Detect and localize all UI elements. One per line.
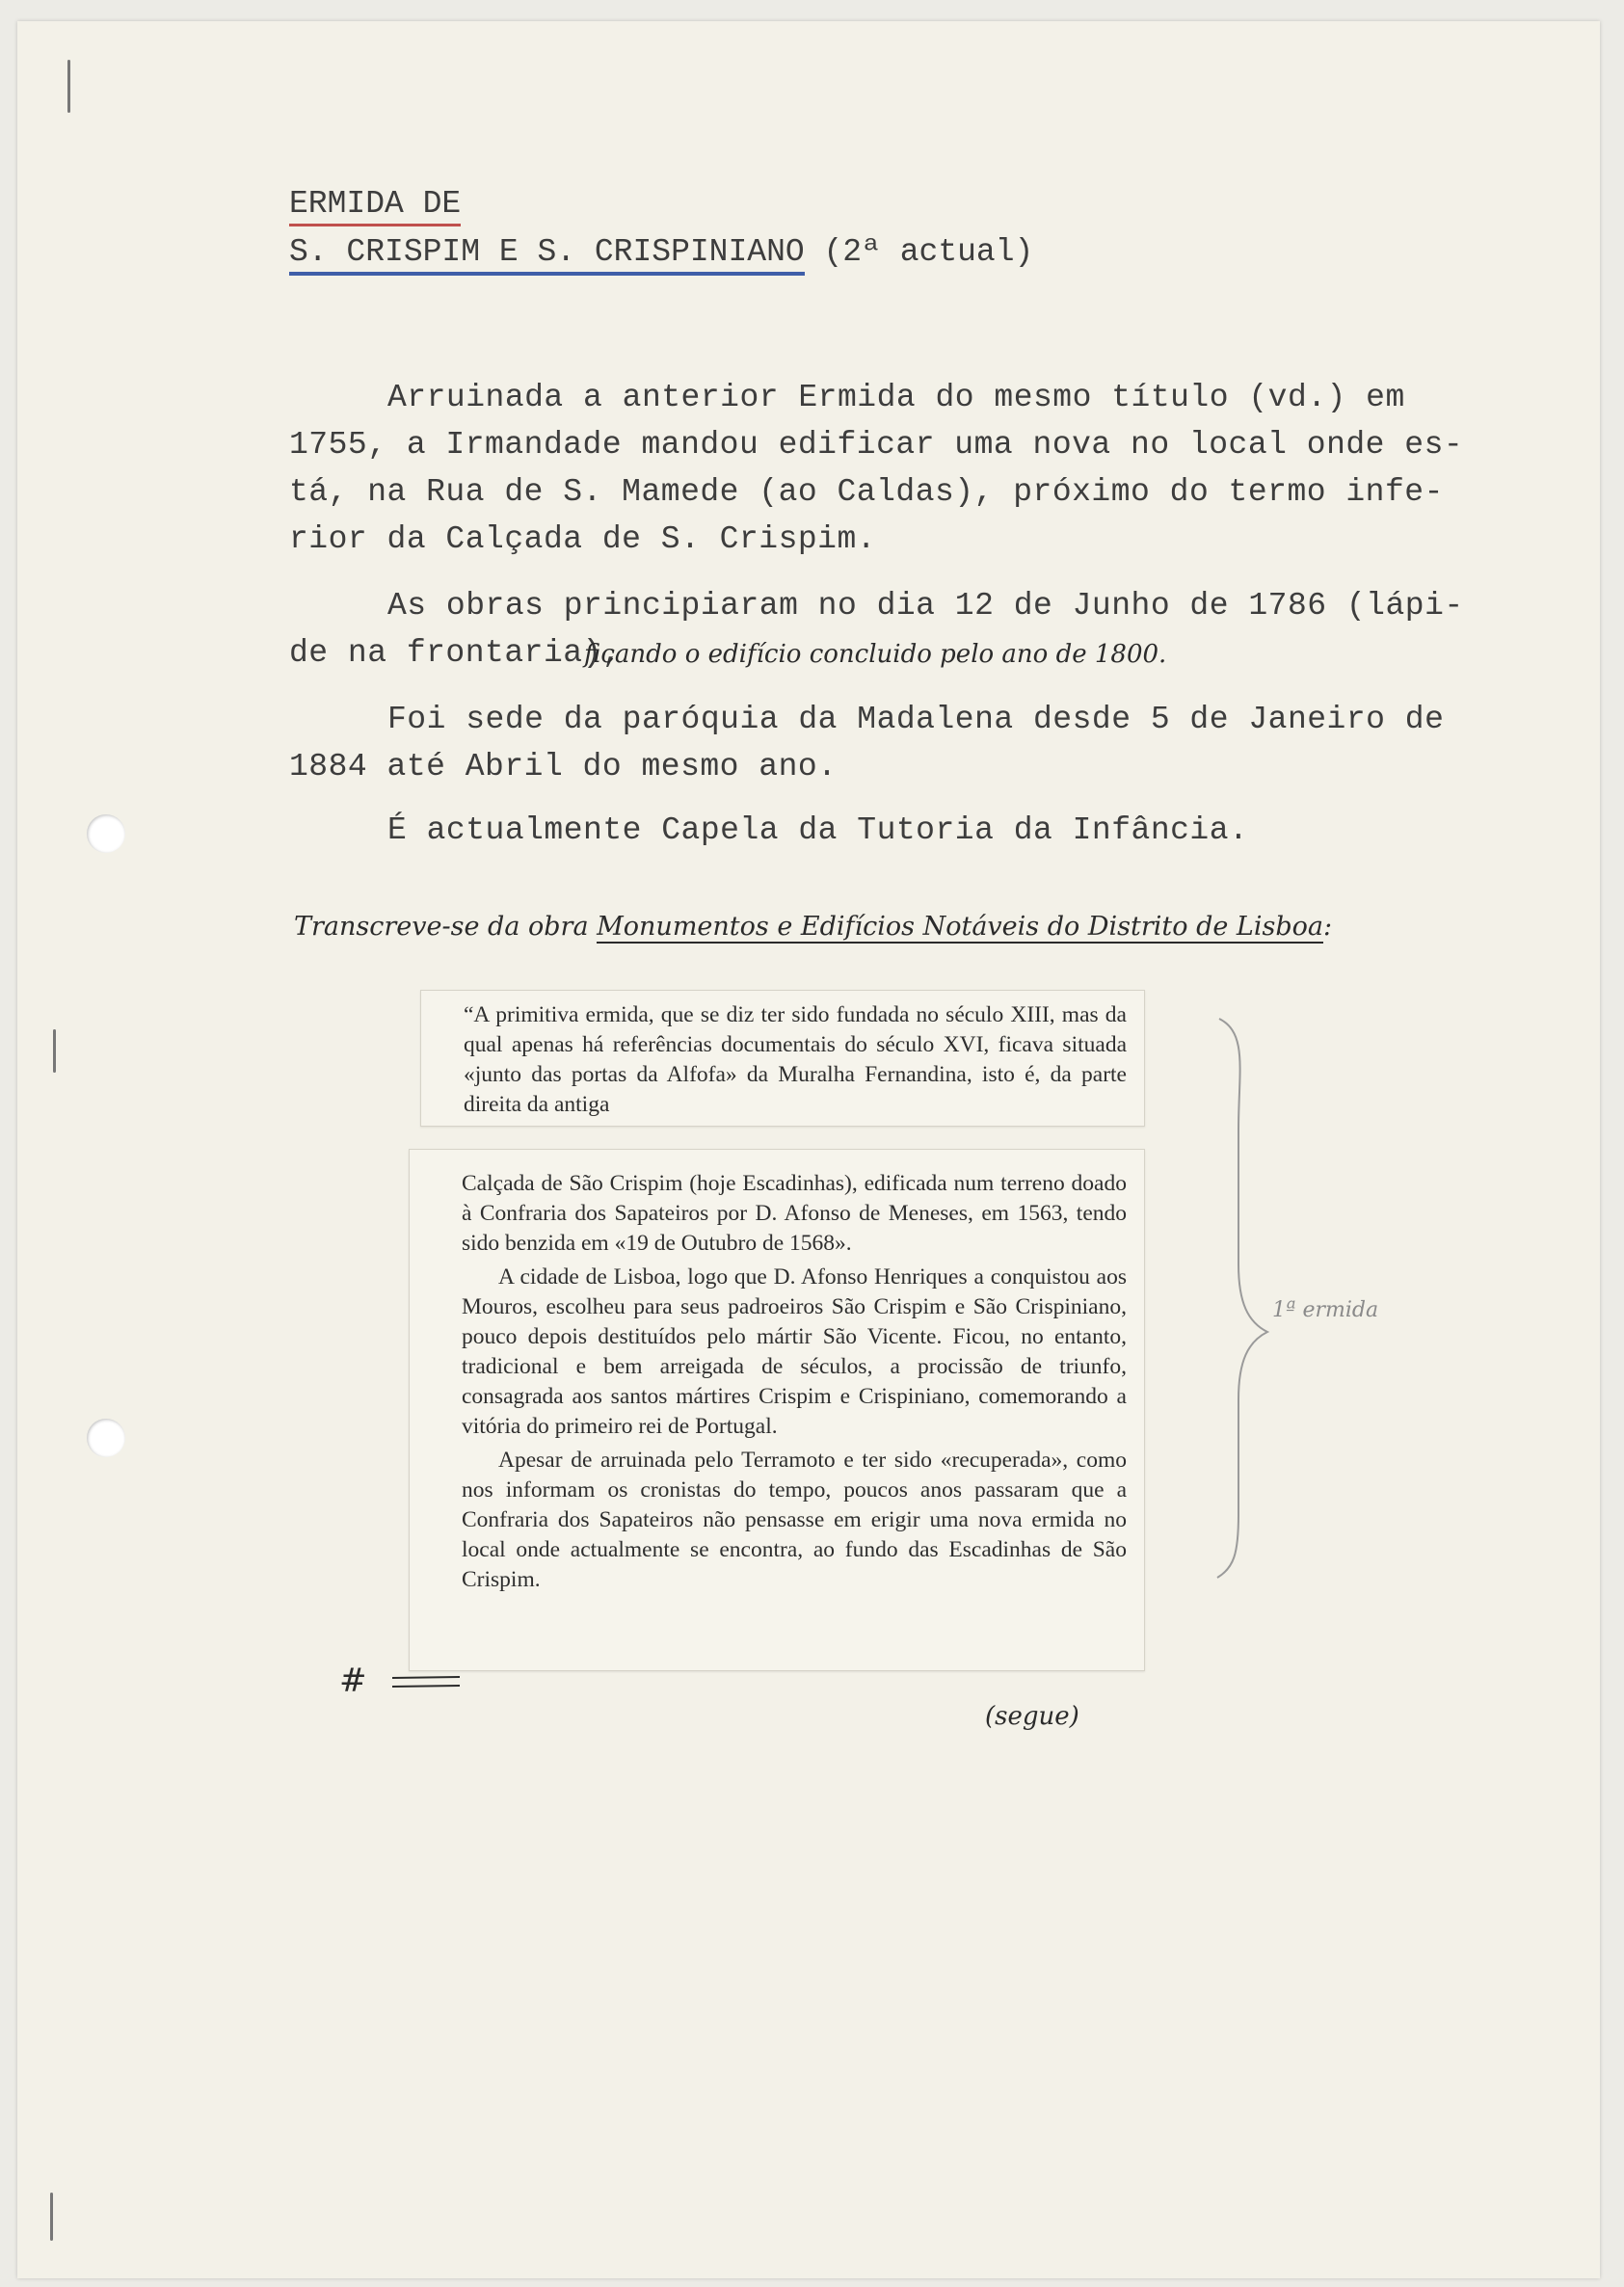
end-mark bbox=[339, 1662, 367, 1700]
title-line-1 bbox=[289, 186, 461, 222]
para1-line1: Arruinada a anterior Ermida do mesmo título (vd.) em bbox=[387, 380, 1405, 415]
para4-line: É actualmente Capela da Tutoria da Infância. bbox=[387, 812, 1249, 848]
para1-line3: tá, na Rua de S. Mamede (ao Caldas), próximo do termo infe- bbox=[289, 474, 1444, 510]
para1-line4: rior da Calçada de S. Crispim. bbox=[289, 521, 877, 557]
punch-hole-bottom bbox=[87, 1419, 125, 1457]
end-double-line bbox=[390, 1673, 462, 1692]
punch-hole-top bbox=[87, 814, 125, 853]
margin-tick bbox=[53, 1029, 56, 1073]
transcribe-prefix: Transcreve-se da obra bbox=[294, 912, 589, 942]
clipping-2-paragraph-1: Calçada de São Crispim (hoje Escadinhas), edificada num terreno doado à Confraria dos Sapateiros por D. Afonso de Meneses, em 1563, tendo sido benzida em «19 de Outubro de 1568». bbox=[462, 1171, 1127, 1256]
margin-tick bbox=[50, 2193, 53, 2241]
para3-line1: Foi sede da paróquia da Madalena desde 5 de Janeiro de bbox=[387, 702, 1445, 737]
para1-line2: 1755, a Irmandade mandou edificar uma nova no local onde es- bbox=[289, 427, 1464, 463]
clipping-1-text: “A primitiva ermida, que se diz ter sido fundada no século XIII, mas da qual apenas há referências documentais do século XVI, ficava situada «junto das portas da Alfofa» da Muralha Fernandina, isto é, da parte direita da antiga bbox=[464, 1002, 1127, 1117]
clipping-2-paragraph-2: A cidade de Lisboa, logo que D. Afonso Henriques a conquistou aos Mouros, escolheu para seus padroeiros São Crispim e São Crispiniano, pouco depois destituídos pelo mártir São Vicente. Ficou, no entanto, tradicional e bem arreigada de séculos, a procissão de triunfo, consagrada aos santos mártires Crispim e Crispiniano, comemorando a vitória do primeiro rei de Portugal. bbox=[462, 1264, 1127, 1439]
hash-mark: # bbox=[339, 1662, 367, 1700]
clipping-2-text bbox=[410, 1150, 1144, 1595]
title-line-2 bbox=[289, 234, 1033, 270]
para3-line2: 1884 até Abril do mesmo ano. bbox=[289, 749, 838, 784]
handwritten-transcribe-line bbox=[294, 912, 1332, 942]
clipping-2-paragraph-3: Apesar de arruinada pelo Terramoto e ter sido «recuperada», como nos informam os cronistas do tempo, poucos anos passaram que a Confraria dos Sapateiros não pensasse em erigir uma nova ermida no local onde actualmente se encontra, ao fundo das Escadinhas de São Crispim. bbox=[462, 1448, 1127, 1592]
margin-tick bbox=[67, 60, 70, 113]
title-suffix: (2ª actual) bbox=[823, 234, 1034, 270]
newspaper-clipping-1 bbox=[420, 990, 1145, 1127]
margin-brace bbox=[1210, 1014, 1277, 1582]
para2-line1: As obras principiaram no dia 12 de Junho de 1786 (lápi- bbox=[387, 588, 1464, 624]
title-ermida: ERMIDA DE bbox=[289, 186, 461, 226]
transcribe-suffix: : bbox=[1322, 912, 1333, 942]
title-saints: S. CRISPIM E S. CRISPINIANO bbox=[289, 234, 805, 276]
handwritten-completion-note: ficando o edifício concluido pelo ano de 1800. bbox=[584, 640, 1167, 669]
margin-note-first-ermida: 1ª ermida bbox=[1272, 1298, 1379, 1322]
transcribe-book-title: Monumentos e Edifícios Notáveis do Distrito de Lisboa bbox=[597, 912, 1323, 942]
continues-note: (segue) bbox=[985, 1702, 1079, 1731]
newspaper-clipping-2 bbox=[409, 1149, 1145, 1671]
para2-line2: de na frontaria), bbox=[289, 635, 623, 671]
